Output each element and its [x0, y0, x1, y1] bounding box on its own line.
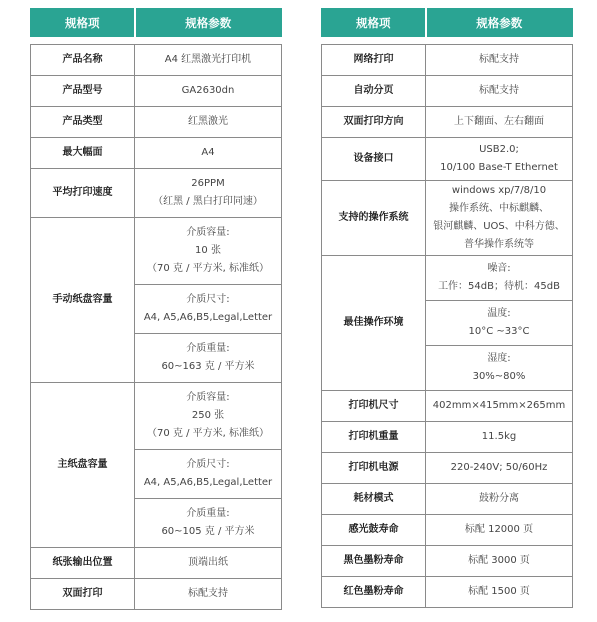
capacity-note: （70 克 / 平方米, 标准纸） [147, 263, 269, 274]
row-value: 标配 3000 页 [426, 546, 573, 577]
row-value [135, 499, 282, 548]
row-value: A4 红黑激光打印机 [135, 45, 282, 76]
row-value [426, 138, 573, 181]
table-row [322, 546, 573, 577]
row-value: 标配支持 [426, 45, 573, 76]
table-header [31, 9, 282, 37]
row-label: 打印机重量 [322, 422, 426, 453]
temp-value: 10°C ~33°C [468, 326, 530, 337]
row-label: 耗材模式 [322, 484, 426, 515]
row-value [135, 334, 282, 383]
capacity-value: 250 张 [191, 410, 225, 421]
row-label: 平均打印速度 [31, 169, 135, 218]
table-row [322, 577, 573, 608]
os-line: 银河麒麟、UOS、中科方德、 [433, 221, 565, 232]
humidity-label: 湿度: [487, 353, 511, 364]
row-label: 打印机尺寸 [322, 391, 426, 422]
header-item: 规格项 [322, 9, 426, 37]
row-value: 鼓粉分离 [426, 484, 573, 515]
table-row [31, 76, 282, 107]
weight-value: 60~163 克 / 平方米 [161, 361, 255, 372]
table-row [31, 107, 282, 138]
table-row [322, 76, 573, 107]
row-value [426, 256, 573, 301]
row-value: 11.5kg [426, 422, 573, 453]
header-item: 规格项 [31, 9, 135, 37]
table-row [31, 383, 282, 450]
weight-value: 60~105 克 / 平方米 [161, 526, 255, 537]
table-row [322, 181, 573, 256]
row-value [426, 181, 573, 256]
row-label: 感光鼓寿命 [322, 515, 426, 546]
header-param: 规格参数 [135, 9, 282, 37]
row-value: 220-240V; 50/60Hz [426, 453, 573, 484]
row-value: 402mm×415mm×265mm [426, 391, 573, 422]
spec-table-left [30, 8, 282, 610]
weight-label: 介质重量: [186, 343, 230, 354]
speed-value: 26PPM [191, 178, 225, 189]
header-param: 规格参数 [426, 9, 573, 37]
noise-value: 工作：54dB；待机：45dB [438, 281, 560, 292]
row-label: 产品型号 [31, 76, 135, 107]
interface-line: 10/100 Base-T Ethernet [440, 162, 558, 173]
row-value: 标配支持 [135, 579, 282, 610]
size-value: A4, A5,A6,B5,Legal,Letter [143, 312, 273, 323]
os-line: windows xp/7/8/10 [451, 185, 547, 196]
row-value [426, 346, 573, 391]
row-label: 支持的操作系统 [322, 181, 426, 256]
table-row [322, 391, 573, 422]
table-row [322, 484, 573, 515]
table-row [31, 138, 282, 169]
table-row [31, 169, 282, 218]
table-row [31, 579, 282, 610]
row-label: 手动纸盘容量 [31, 218, 135, 383]
table-row [322, 138, 573, 181]
table-row [322, 45, 573, 76]
table-row [322, 453, 573, 484]
spec-table-right [321, 8, 573, 608]
size-label: 介质尺寸: [186, 459, 230, 470]
row-label: 最大幅面 [31, 138, 135, 169]
noise-label: 噪音: [487, 263, 511, 274]
weight-label: 介质重量: [186, 508, 230, 519]
size-label: 介质尺寸: [186, 294, 230, 305]
table-row [31, 218, 282, 285]
capacity-note: （70 克 / 平方米, 标准纸） [147, 428, 269, 439]
os-line: 普华操作系统等 [464, 239, 534, 250]
row-label: 主纸盘容量 [31, 383, 135, 548]
table-row [322, 422, 573, 453]
capacity-label: 介质容量: [186, 227, 230, 238]
capacity-label: 介质容量: [186, 392, 230, 403]
row-label: 产品类型 [31, 107, 135, 138]
speed-note: （红黑 / 黑白打印同速） [153, 196, 263, 207]
table-row [322, 515, 573, 546]
row-label: 设备接口 [322, 138, 426, 181]
size-value: A4, A5,A6,B5,Legal,Letter [143, 477, 273, 488]
row-value: 标配 1500 页 [426, 577, 573, 608]
row-value: 标配支持 [426, 76, 573, 107]
capacity-value: 10 张 [195, 245, 221, 256]
table-row [322, 107, 573, 138]
row-label: 产品名称 [31, 45, 135, 76]
row-label: 双面打印 [31, 579, 135, 610]
row-value [135, 285, 282, 334]
table-row [322, 256, 573, 301]
humidity-value: 30%~80% [472, 371, 526, 382]
interface-line: USB2.0; [479, 144, 519, 155]
row-value [135, 169, 282, 218]
temp-label: 温度: [487, 308, 511, 319]
row-label: 最佳操作环境 [322, 256, 426, 391]
row-label: 双面打印方向 [322, 107, 426, 138]
row-value [135, 383, 282, 450]
table-header [322, 9, 573, 37]
row-value [135, 450, 282, 499]
row-value: A4 [135, 138, 282, 169]
row-value: 顶端出纸 [135, 548, 282, 579]
os-line: 操作系统、中标麒麟、 [449, 203, 549, 214]
row-value [426, 301, 573, 346]
table-row [31, 45, 282, 76]
table-row [31, 548, 282, 579]
row-value: GA2630dn [135, 76, 282, 107]
row-value [135, 218, 282, 285]
row-label: 打印机电源 [322, 453, 426, 484]
row-label: 网络打印 [322, 45, 426, 76]
row-value: 红黑激光 [135, 107, 282, 138]
row-label: 红色墨粉寿命 [322, 577, 426, 608]
row-label: 自动分页 [322, 76, 426, 107]
row-value: 标配 12000 页 [426, 515, 573, 546]
row-value: 上下翻面、左右翻面 [426, 107, 573, 138]
row-label: 黑色墨粉寿命 [322, 546, 426, 577]
row-label: 纸张输出位置 [31, 548, 135, 579]
